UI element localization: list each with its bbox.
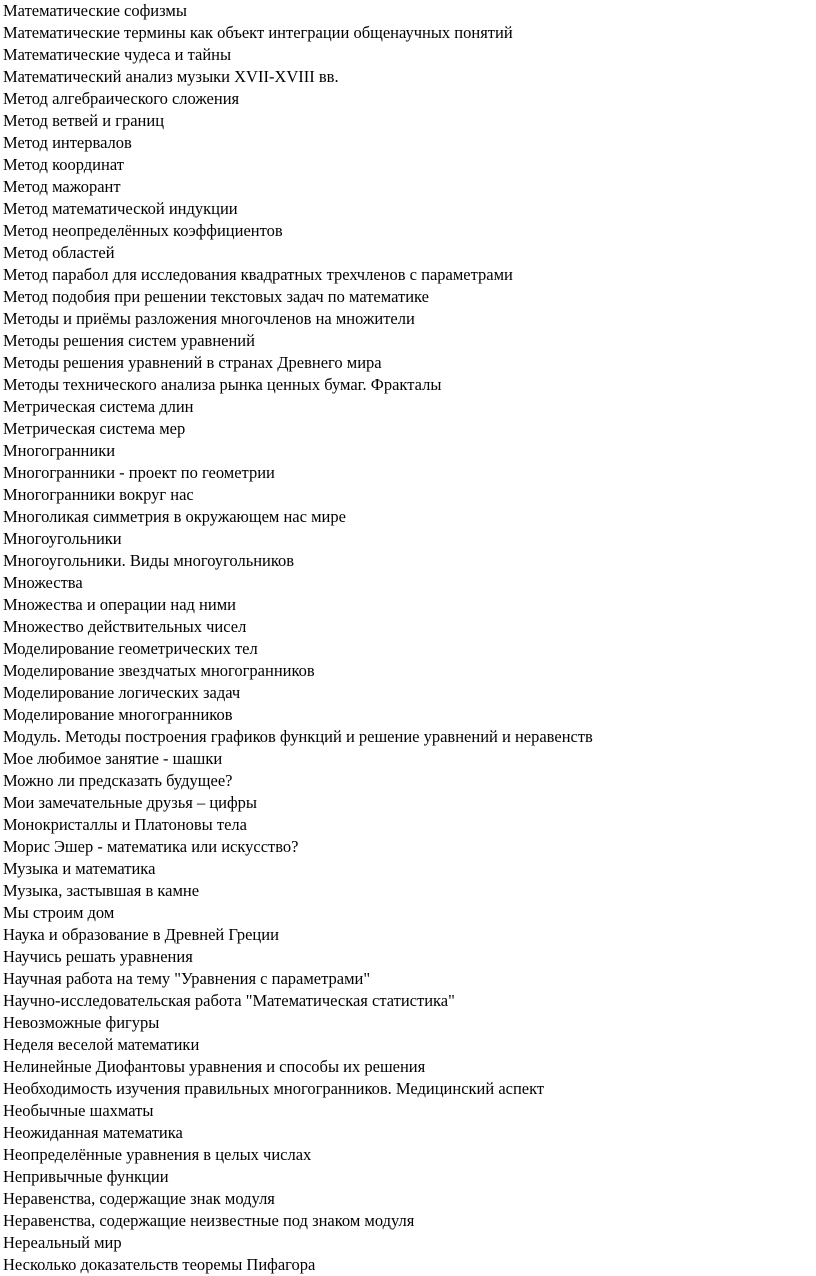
topic-item: Неравенства, содержащие знак модуля bbox=[3, 1189, 275, 1208]
topic-item: Научная работа на тему "Уравнения с параметрами" bbox=[3, 969, 371, 988]
topic-item: Многогранники bbox=[3, 441, 116, 460]
topic-item: Научись решать уравнения bbox=[3, 947, 193, 966]
topic-item: Методы технического анализа рынка ценных бумаг. Фракталы bbox=[3, 375, 442, 394]
topic-item: Неожиданная математика bbox=[3, 1123, 183, 1142]
topic-item: Метод областей bbox=[3, 243, 115, 262]
topic-item: Метод мажорант bbox=[3, 177, 121, 196]
topic-item: Многоугольники. Виды многоугольников bbox=[3, 551, 295, 570]
topic-item: Множество действительных чисел bbox=[3, 617, 247, 636]
topic-item: Мои замечательные друзья – цифры bbox=[3, 793, 258, 812]
topic-item: Моделирование звездчатых многогранников bbox=[3, 661, 315, 680]
topic-item: Многогранники вокруг нас bbox=[3, 485, 194, 504]
topic-item: Нереальный мир bbox=[3, 1233, 122, 1252]
topic-item: Музыка и математика bbox=[3, 859, 156, 878]
topic-item: Метод интервалов bbox=[3, 133, 132, 152]
topic-item: Методы и приёмы разложения многочленов на множители bbox=[3, 309, 415, 328]
topic-item: Метод ветвей и границ bbox=[3, 111, 165, 130]
topic-item: Многогранники - проект по геометрии bbox=[3, 463, 275, 482]
topic-item: Методы решения систем уравнений bbox=[3, 331, 255, 350]
topic-item: Моделирование геометрических тел bbox=[3, 639, 258, 658]
topic-item: Метод подобия при решении текстовых задач по математике bbox=[3, 287, 429, 306]
topic-item: Метод алгебраического сложения bbox=[3, 89, 240, 108]
topic-item: Многоугольники bbox=[3, 529, 122, 548]
topic-item: Мы строим дом bbox=[3, 903, 115, 922]
topic-item: Непривычные функции bbox=[3, 1167, 169, 1186]
topic-item: Морис Эшер - математика или искусство? bbox=[3, 837, 299, 856]
topic-item: Метод неопределённых коэффициентов bbox=[3, 221, 283, 240]
topic-item: Метрическая система мер bbox=[3, 419, 186, 438]
topic-item: Монокристаллы и Платоновы тела bbox=[3, 815, 247, 834]
topic-item: Моделирование многогранников bbox=[3, 705, 233, 724]
topic-item: Неопределённые уравнения в целых числах bbox=[3, 1145, 312, 1164]
topic-item: Неравенства, содержащие неизвестные под знаком модуля bbox=[3, 1211, 415, 1230]
topic-item: Мое любимое занятие - шашки bbox=[3, 749, 223, 768]
topic-item: Метрическая система длин bbox=[3, 397, 194, 416]
topic-list bbox=[3, 0, 816, 1276]
topic-item: Нелинейные Диофантовы уравнения и способы их решения bbox=[3, 1057, 426, 1076]
topic-item: Математический анализ музыки XVII-XVIII вв. bbox=[3, 67, 339, 86]
topic-item: Метод математической индукции bbox=[3, 199, 238, 218]
topic-item: Математические термины как объект интеграции общенаучных понятий bbox=[3, 23, 513, 42]
topic-item: Неделя веселой математики bbox=[3, 1035, 200, 1054]
topic-item: Наука и образование в Древней Греции bbox=[3, 925, 279, 944]
topic-item: Множества и операции над ними bbox=[3, 595, 236, 614]
topic-item: Необычные шахматы bbox=[3, 1101, 154, 1120]
topic-item: Моделирование логических задач bbox=[3, 683, 241, 702]
topic-item: Необходимость изучения правильных многогранников. Медицинский аспект bbox=[3, 1079, 545, 1098]
topic-item: Методы решения уравнений в странах Древнего мира bbox=[3, 353, 382, 372]
topic-item: Множества bbox=[3, 573, 83, 592]
topic-item: Многоликая симметрия в окружающем нас мире bbox=[3, 507, 346, 526]
topic-item: Музыка, застывшая в камне bbox=[3, 881, 200, 900]
topic-item: Несколько доказательств теоремы Пифагора bbox=[3, 1255, 316, 1274]
topic-item: Научно-исследовательская работа "Математическая статистика" bbox=[3, 991, 455, 1010]
topic-item: Модуль. Методы построения графиков функций и решение уравнений и неравенств bbox=[3, 727, 593, 746]
topic-item: Метод координат bbox=[3, 155, 124, 174]
topic-item: Математические софизмы bbox=[3, 1, 187, 20]
topic-item: Метод парабол для исследования квадратных трехчленов с параметрами bbox=[3, 265, 513, 284]
topic-item: Математические чудеса и тайны bbox=[3, 45, 232, 64]
topic-item: Можно ли предсказать будущее? bbox=[3, 771, 233, 790]
topic-item: Невозможные фигуры bbox=[3, 1013, 160, 1032]
